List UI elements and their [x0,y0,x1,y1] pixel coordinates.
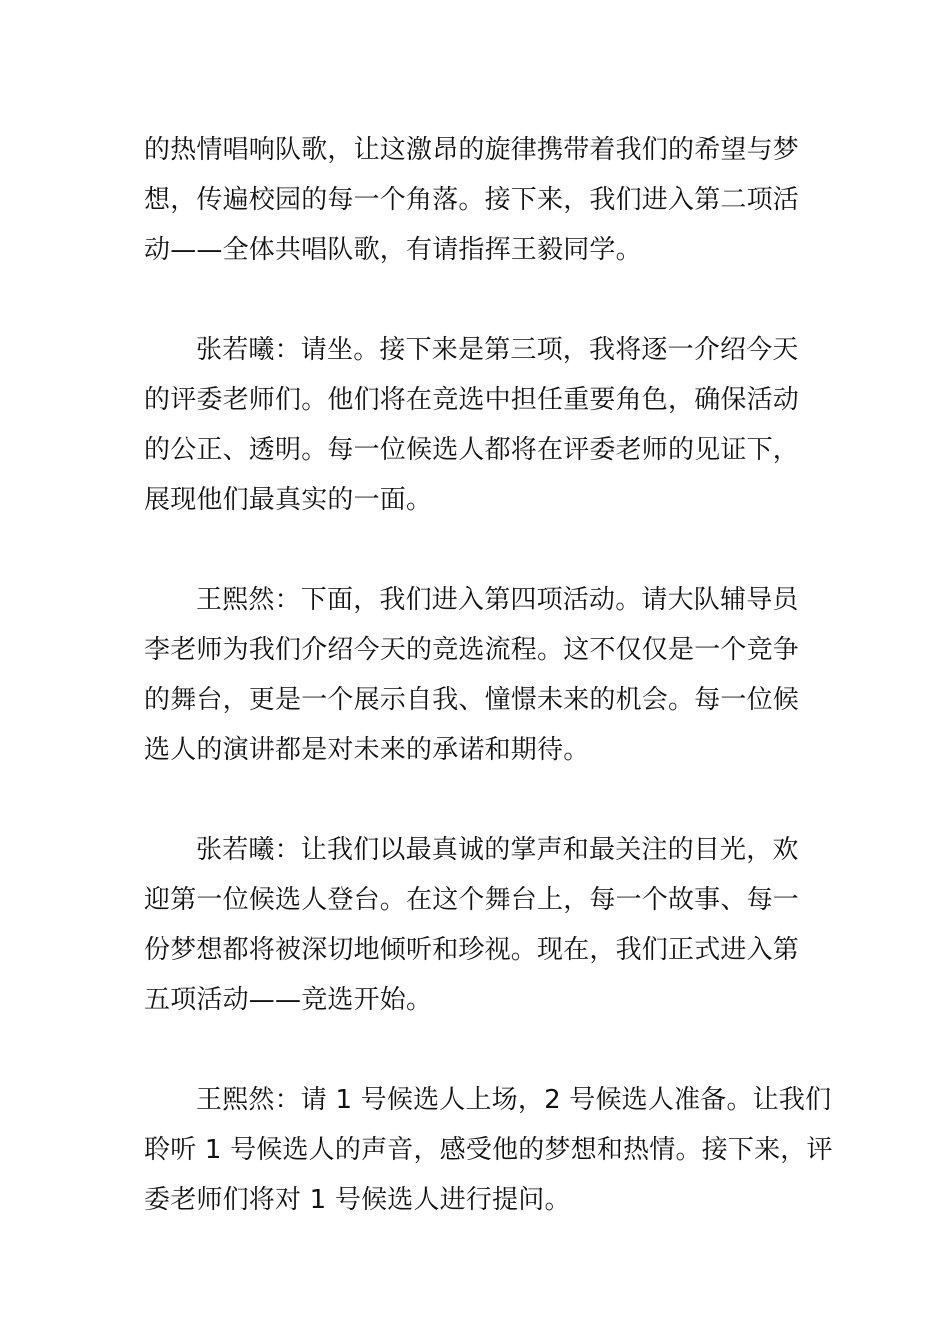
text-line: 展现他们最真实的一面。 [144,485,433,515]
text-line: 张若曦：请坐。接下来是第三项，我将逐一介绍今天 [196,335,799,365]
paragraph-2 [144,325,808,525]
text-line: 五项活动——竞选开始。 [144,985,433,1015]
paragraph-spacer [144,775,808,825]
paragraph-4 [144,825,808,1025]
text-line: 选人的演讲都是对未来的承诺和期待。 [144,735,590,765]
text-line: 李老师为我们介绍今天的竞选流程。这不仅仅是一个竞争 [144,635,800,665]
text-line: 想，传遍校园的每一个角落。接下来，我们进入第二项活 [144,185,800,215]
paragraph-spacer [144,275,808,325]
text-line: 的舞台，更是一个展示自我、憧憬未来的机会。每一位候 [144,685,800,715]
document-body [144,125,833,1225]
paragraph-3 [144,575,808,775]
paragraph-5 [144,1075,833,1225]
text-line: 委老师们将对 1 号候选人进行提问。 [144,1185,571,1215]
text-line: 迎第一位候选人登台。在这个舞台上，每一个故事、每一 [144,885,800,915]
text-line: 王熙然：下面，我们进入第四项活动。请大队辅导员 [196,585,799,615]
text-line: 聆听 1 号候选人的声音，感受他的梦想和热情。接下来，评 [144,1135,833,1165]
paragraph-1 [144,125,808,275]
text-line: 份梦想都将被深切地倾听和珍视。现在，我们正式进入第 [144,935,800,965]
text-line: 王熙然：请 1 号候选人上场，2 号候选人准备。让我们 [196,1085,832,1115]
text-line: 张若曦：让我们以最真诚的掌声和最关注的目光，欢 [196,835,799,865]
paragraph-spacer [144,1025,808,1075]
paragraph-spacer [144,525,808,575]
text-line: 的公正、透明。每一位候选人都将在评委老师的见证下， [144,435,800,465]
text-line: 的评委老师们。他们将在竞选中担任重要角色，确保活动 [144,385,800,415]
text-line: 的热情唱响队歌，让这激昂的旋律携带着我们的希望与梦 [144,135,800,165]
text-line: 动——全体共唱队歌，有请指挥王毅同学。 [144,235,642,265]
